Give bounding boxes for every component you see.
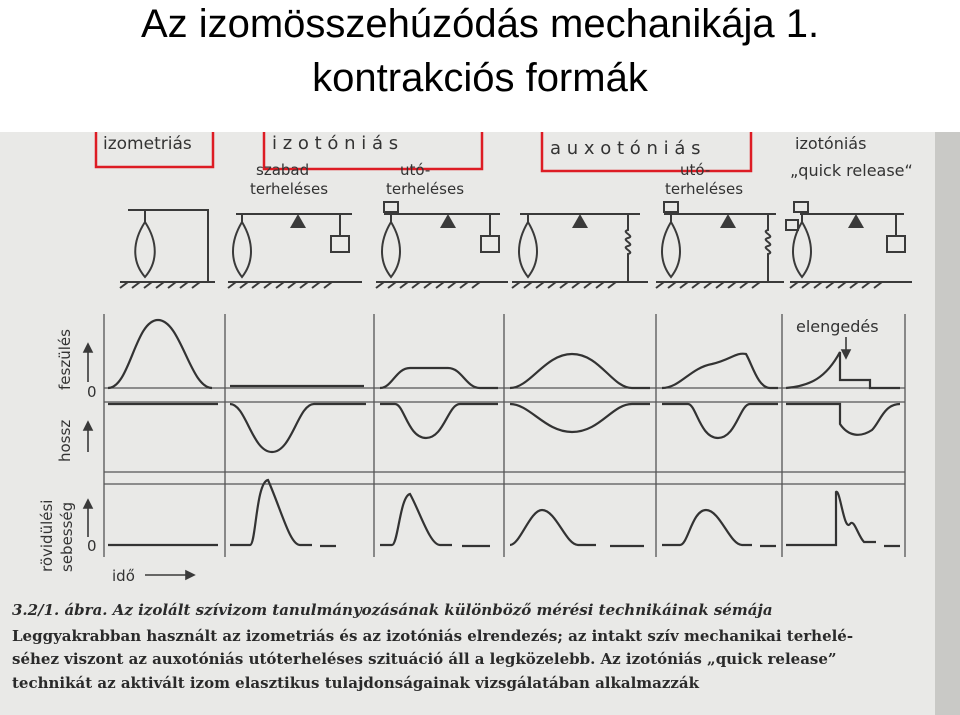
slide-title-line1: Az izomösszehúzódás mechanikája 1. bbox=[140, 2, 820, 46]
page-edge-shadow bbox=[935, 132, 960, 715]
axis-label-sebesseg: sebesség bbox=[58, 501, 76, 572]
column-header-izotonias: i z o t ó n i á s bbox=[272, 133, 399, 154]
subhead-szabad-1: szabad bbox=[256, 161, 310, 179]
axis-zero-tension: 0 bbox=[87, 383, 97, 401]
column-header-auxotonias: a u x o t ó n i á s bbox=[550, 138, 701, 159]
subhead-uto1-a: utó- bbox=[400, 161, 431, 179]
axis-label-ido: idő bbox=[112, 567, 135, 585]
axis-zero-velocity: 0 bbox=[87, 537, 97, 555]
scanned-figure bbox=[0, 132, 960, 715]
caption-line-1: 3.2/1. ábra. Az izolált szívizom tanulmányozásának különböző mérési technikáinak sémája bbox=[12, 601, 773, 619]
subhead-uto2-b: terheléses bbox=[665, 180, 744, 198]
caption-line-2: Leggyakrabban használt az izometriás és az izotóniás elrendezés; az intakt szív mechanikai terhelé- bbox=[12, 627, 854, 645]
column-header-izometrias: izometriás bbox=[103, 134, 192, 154]
subhead-uto1-b: terheléses bbox=[386, 180, 465, 198]
column-header-quick-release-2: „quick release“ bbox=[790, 161, 913, 180]
subhead-szabad-2: terheléses bbox=[250, 180, 329, 198]
annotation-elengedes: elengedés bbox=[796, 317, 879, 336]
column-header-quick-release-1: izotóniás bbox=[795, 134, 867, 153]
axis-label-rovidulesi: rövidülési bbox=[38, 499, 56, 572]
axis-label-feszules: feszülés bbox=[56, 329, 74, 390]
subhead-uto2-a: utó- bbox=[680, 161, 711, 179]
caption-line-3: séhez viszont az auxotóniás utóterheléses szituáció áll a legközelebb. Az izotóniás „quick release” bbox=[12, 650, 837, 668]
caption-line-4: technikát az aktivált izom elasztikus tulajdonságainak vizsgálatában alkalmazzák bbox=[12, 674, 700, 692]
slide-title-line2: kontrakciós formák bbox=[312, 56, 648, 100]
axis-label-hossz: hossz bbox=[56, 419, 74, 462]
